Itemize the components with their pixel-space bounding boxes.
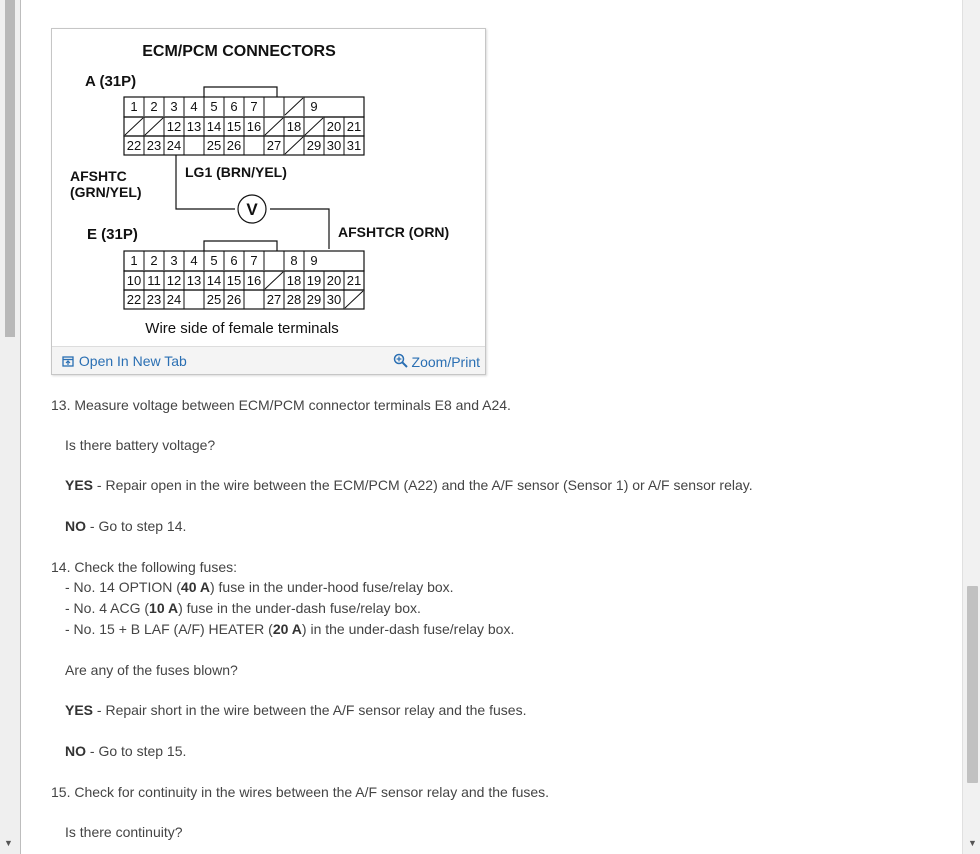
- fuse-amp: 20 A: [272, 621, 302, 637]
- step-14-no: [65, 741, 186, 761]
- terminal-number: 13: [186, 119, 202, 134]
- open-in-new-tab-label: Open In New Tab: [78, 353, 187, 369]
- voltmeter-symbol-icon: V: [246, 200, 258, 219]
- connector-e: [124, 241, 364, 309]
- terminal-number: 3: [170, 253, 178, 268]
- terminal-number: 15: [226, 273, 242, 288]
- terminal-number: 29: [306, 138, 322, 153]
- terminal-number: 2: [150, 253, 158, 268]
- terminal-number: 14: [206, 273, 222, 288]
- fuse-text: - No. 15 + B LAF (A/F) HEATER (: [65, 621, 273, 637]
- terminal-number: 10: [126, 273, 142, 288]
- terminal-number: 25: [206, 138, 222, 153]
- terminal-number: 8: [290, 253, 298, 268]
- step-15-question: Is there continuity?: [65, 824, 183, 840]
- connector-diagram-figure: [51, 28, 486, 375]
- terminal-number: 9: [310, 253, 318, 268]
- right-scrollbar[interactable]: [962, 0, 980, 854]
- terminal-number: 18: [286, 119, 302, 134]
- connector-e-label: E (31P): [87, 226, 138, 243]
- terminal-number: 21: [346, 119, 362, 134]
- terminal-number: 14: [206, 119, 222, 134]
- terminal-number: 30: [326, 292, 342, 307]
- unused-terminal-mark: [285, 98, 303, 115]
- terminal-number: 20: [326, 119, 342, 134]
- terminal-number: 28: [286, 292, 302, 307]
- no-label: NO: [65, 743, 86, 759]
- terminal-number: 12: [166, 119, 182, 134]
- terminal-number: 9: [310, 99, 318, 114]
- terminal-number: 19: [306, 273, 322, 288]
- terminal-number: 1: [130, 99, 138, 114]
- unused-terminal-mark: [265, 272, 283, 289]
- diagram-caption: Wire side of female terminals: [145, 320, 339, 337]
- terminal-number: 6: [230, 253, 238, 268]
- terminal-number: 4: [190, 99, 198, 114]
- step-14-no-text: - Go to step 15.: [86, 743, 187, 759]
- wire-left-label-2: (GRN/YEL): [70, 184, 142, 200]
- zoom-magnifier-icon: [393, 353, 408, 368]
- terminal-number: 27: [266, 138, 282, 153]
- terminal-number: 2: [150, 99, 158, 114]
- wire-left-label-1: AFSHTC: [70, 168, 127, 184]
- terminal-number: 11: [147, 273, 161, 288]
- step-15-text: 15. Check for continuity in the wires between the A/F sensor relay and the fuses.: [51, 784, 550, 800]
- left-scrollbar-thumb[interactable]: [5, 0, 15, 337]
- fuse-list-item: [65, 619, 514, 639]
- terminal-number: 24: [166, 292, 182, 307]
- yes-label: YES: [65, 702, 94, 718]
- terminal-number: 1: [130, 253, 138, 268]
- connector-a: [124, 87, 364, 155]
- terminal-number: 6: [230, 99, 238, 114]
- step-14-text: 14. Check the following fuses:: [51, 559, 237, 575]
- fuse-text: ) fuse in the under-dash fuse/relay box.: [178, 600, 421, 616]
- terminal-number: 31: [346, 138, 362, 153]
- terminal-number: 3: [170, 99, 178, 114]
- figure-toolbar: [52, 346, 485, 374]
- terminal-number: 12: [166, 273, 182, 288]
- terminal-number: 22: [126, 292, 142, 307]
- step-14-yes-text: - Repair short in the wire between the A/F sensor relay and the fuses.: [93, 702, 527, 718]
- connector-diagram: [52, 29, 485, 347]
- zoom-print-link[interactable]: [393, 353, 480, 370]
- connector-a-label: A (31P): [85, 73, 137, 90]
- terminal-number: 7: [250, 253, 258, 268]
- terminal-number: 15: [226, 119, 242, 134]
- zoom-print-label: Zoom/Print: [411, 354, 480, 370]
- unused-terminal-mark: [125, 118, 143, 135]
- terminal-number: 23: [146, 292, 162, 307]
- step-13-question: Is there battery voltage?: [65, 437, 216, 453]
- yes-label: YES: [65, 477, 94, 493]
- open-in-new-tab-link[interactable]: [62, 353, 187, 369]
- terminal-number: 27: [266, 292, 282, 307]
- left-scrollbar[interactable]: [0, 0, 21, 854]
- fuse-list-item: [65, 577, 454, 597]
- step-14-question: Are any of the fuses blown?: [65, 662, 238, 678]
- unused-terminal-mark: [345, 291, 363, 308]
- wire-lg1-label: LG1 (BRN/YEL): [185, 164, 287, 180]
- terminal-number: 7: [250, 99, 258, 114]
- terminal-number: 26: [226, 292, 242, 307]
- terminal-number: 5: [210, 99, 218, 114]
- scroll-down-arrow-icon[interactable]: ▼: [968, 838, 977, 848]
- terminal-number: 30: [326, 138, 342, 153]
- terminal-number: 25: [206, 292, 222, 307]
- diagram-title: ECM/PCM CONNECTORS: [142, 43, 336, 60]
- fuse-amp: 40 A: [180, 579, 210, 595]
- fuse-list-item: [65, 598, 421, 618]
- step-14-yes: [65, 700, 526, 720]
- step-13-yes-text: - Repair open in the wire between the ECM/PCM (A22) and the A/F sensor (Sensor 1) or A/F sensor relay.: [93, 477, 753, 493]
- terminal-number: 4: [190, 253, 198, 268]
- unused-terminal-mark: [145, 118, 163, 135]
- terminal-number: 29: [306, 292, 322, 307]
- terminal-number: 13: [186, 273, 202, 288]
- terminal-number: 24: [166, 138, 182, 153]
- terminal-number: 22: [126, 138, 142, 153]
- scroll-down-arrow-icon[interactable]: ▼: [4, 838, 13, 848]
- unused-terminal-mark: [305, 118, 323, 135]
- unused-terminal-mark: [265, 118, 283, 135]
- step-13-no-text: - Go to step 14.: [86, 518, 187, 534]
- fuse-text: - No. 4 ACG (: [65, 600, 150, 616]
- unused-terminal-mark: [285, 137, 303, 154]
- step-13-no: [65, 516, 186, 536]
- terminal-number: 5: [210, 253, 218, 268]
- terminal-number: 16: [246, 119, 262, 134]
- open-in-new-tab-icon: [62, 355, 75, 367]
- fuse-text: - No. 14 OPTION (: [65, 579, 181, 595]
- fuse-amp: 10 A: [149, 600, 179, 616]
- terminal-number: 26: [226, 138, 242, 153]
- fuse-text: ) in the under-dash fuse/relay box.: [301, 621, 515, 637]
- step-13-yes: [65, 475, 753, 495]
- terminal-number: 20: [326, 273, 342, 288]
- step-13-text: 13. Measure voltage between ECM/PCM connector terminals E8 and A24.: [51, 397, 511, 413]
- no-label: NO: [65, 518, 86, 534]
- terminal-number: 23: [146, 138, 162, 153]
- terminal-number: 16: [246, 273, 262, 288]
- terminal-number: 21: [346, 273, 362, 288]
- fuse-text: ) fuse in the under-hood fuse/relay box.: [209, 579, 454, 595]
- terminal-number: 18: [286, 273, 302, 288]
- right-scrollbar-thumb[interactable]: [967, 586, 978, 783]
- wire-right-label: AFSHTCR (ORN): [338, 224, 450, 240]
